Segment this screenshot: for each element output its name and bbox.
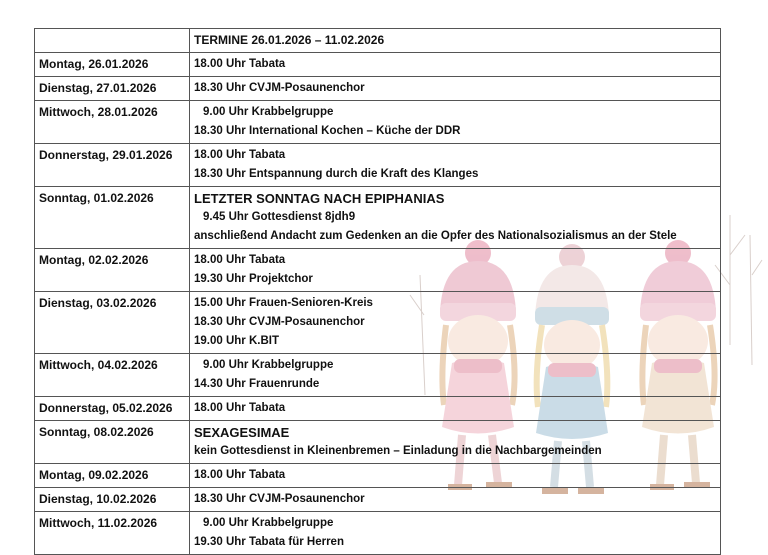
event-line: 19.30 Uhr Tabata für Herren (194, 536, 344, 548)
event-line: 18.30 Uhr Entspannung durch die Kraft des Klanges (194, 168, 479, 180)
date-cell: Donnerstag, 29.01.2026 (35, 144, 190, 187)
event-line: 18.30 Uhr CVJM-Posaunenchor (194, 316, 365, 328)
date-cell: Mittwoch, 04.02.2026 (35, 354, 190, 397)
event-line: SEXAGESIMAE (194, 425, 290, 440)
event-line: 19.00 Uhr K.BIT (194, 335, 279, 347)
event-line: LETZTER SONNTAG NACH EPIPHANIAS (194, 191, 445, 206)
event-line: 18.00 Uhr Tabata (194, 254, 286, 266)
schedule-title: TERMINE 26.01.2026 – 11.02.2026 (190, 29, 721, 53)
events-cell (190, 488, 721, 512)
table-row (35, 187, 721, 249)
table-row (35, 397, 721, 421)
table-row (35, 144, 721, 187)
table-row (35, 292, 721, 354)
date-cell: Sonntag, 08.02.2026 (35, 421, 190, 464)
event-line: 19.30 Uhr Projektchor (194, 273, 313, 285)
events-cell (190, 397, 721, 421)
event-line: 18.30 Uhr CVJM-Posaunenchor (194, 82, 365, 94)
event-line: 15.00 Uhr Frauen-Senioren-Kreis (194, 297, 373, 309)
events-cell (190, 421, 721, 464)
date-cell: Donnerstag, 05.02.2026 (35, 397, 190, 421)
table-row (35, 488, 721, 512)
events-cell (190, 77, 721, 101)
table-header-row (35, 29, 721, 53)
date-cell: Mittwoch, 28.01.2026 (35, 101, 190, 144)
date-cell: Montag, 02.02.2026 (35, 249, 190, 292)
events-cell (190, 464, 721, 488)
table-row (35, 464, 721, 488)
events-cell (190, 187, 721, 249)
table-row (35, 512, 721, 555)
header-date-cell (35, 29, 190, 53)
event-line: 18.30 Uhr International Kochen – Küche der DDR (194, 125, 461, 137)
events-cell (190, 512, 721, 555)
date-cell: Montag, 09.02.2026 (35, 464, 190, 488)
date-cell: Mittwoch, 11.02.2026 (35, 512, 190, 555)
event-line: 9.00 Uhr Krabbelgruppe (203, 359, 334, 371)
event-line: 18.00 Uhr Tabata (194, 58, 286, 70)
events-cell (190, 144, 721, 187)
event-line: 14.30 Uhr Frauenrunde (194, 378, 320, 390)
date-cell: Dienstag, 10.02.2026 (35, 488, 190, 512)
event-line: 18.30 Uhr CVJM-Posaunenchor (194, 493, 365, 505)
table-row (35, 249, 721, 292)
event-line: 18.00 Uhr Tabata (194, 402, 286, 414)
date-cell: Montag, 26.01.2026 (35, 53, 190, 77)
event-line: anschließend Andacht zum Gedenken an die Opfer des Nationalsozialismus an der Stele (194, 230, 677, 242)
events-cell (190, 53, 721, 77)
schedule-table (34, 28, 721, 555)
event-line: kein Gottesdienst in Kleinenbremen – Einladung in die Nachbargemeinden (194, 445, 602, 457)
table-row (35, 354, 721, 397)
events-cell (190, 249, 721, 292)
date-cell: Dienstag, 03.02.2026 (35, 292, 190, 354)
event-line: 9.00 Uhr Krabbelgruppe (203, 106, 334, 118)
table-row (35, 53, 721, 77)
events-cell (190, 101, 721, 144)
date-cell: Dienstag, 27.01.2026 (35, 77, 190, 101)
event-line: 9.00 Uhr Krabbelgruppe (203, 517, 334, 529)
date-cell: Sonntag, 01.02.2026 (35, 187, 190, 249)
event-line: 18.00 Uhr Tabata (194, 469, 286, 481)
events-cell (190, 292, 721, 354)
event-line: 18.00 Uhr Tabata (194, 149, 286, 161)
events-cell (190, 354, 721, 397)
table-row (35, 101, 721, 144)
table-row (35, 77, 721, 101)
table-row (35, 421, 721, 464)
event-line: 9.45 Uhr Gottesdienst 8jdh9 (203, 211, 356, 223)
